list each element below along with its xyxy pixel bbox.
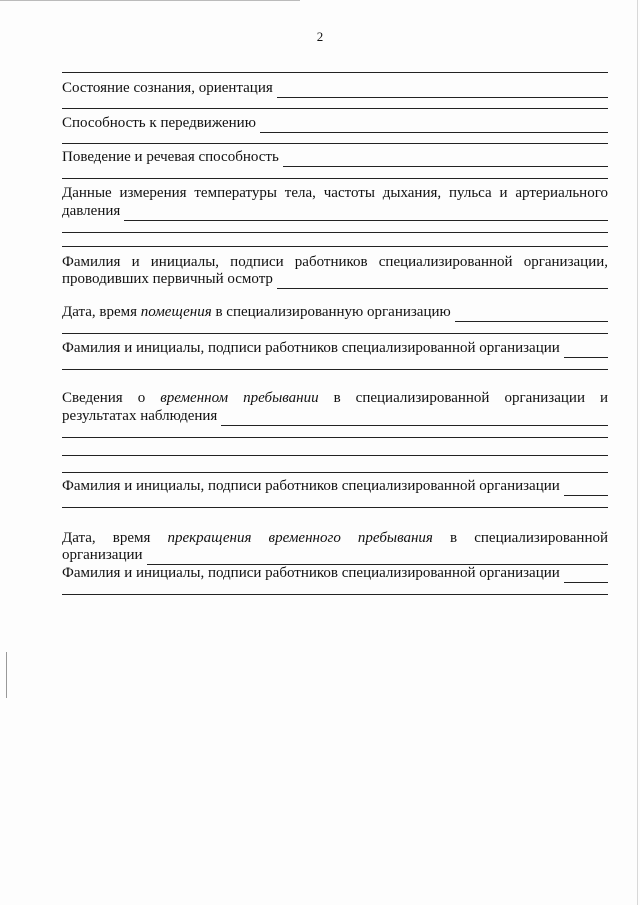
- fill-line[interactable]: [147, 550, 608, 565]
- blank-line[interactable]: [62, 246, 608, 247]
- field-signatures-primary-line1: Фамилия и инициалы, подписи работников специализированной организации,: [62, 254, 608, 270]
- blank-line[interactable]: [62, 143, 608, 144]
- fill-line[interactable]: [277, 274, 608, 289]
- label-part: Дата, время: [62, 304, 141, 320]
- label-part: в специализированную организацию: [211, 304, 451, 320]
- field-stay-results: [62, 407, 608, 426]
- fill-line[interactable]: [564, 481, 608, 496]
- field-label: Фамилия и инициалы, подписи работников специализированной организации: [62, 478, 560, 494]
- label-emphasis: временном пребывании: [160, 390, 319, 406]
- label-part: в специализированной организации и: [318, 390, 608, 406]
- field-label: Состояние сознания, ориентация: [62, 80, 273, 96]
- blank-line[interactable]: [62, 72, 608, 73]
- fill-line[interactable]: [124, 206, 608, 221]
- field-label: Поведение и речевая способность: [62, 149, 279, 165]
- field-end-of-stay: [62, 546, 608, 565]
- field-vitals-line1: Данные измерения температуры тела, частоты дыхания, пульса и артериального: [62, 185, 608, 201]
- field-label: Способность к передвижению: [62, 115, 256, 131]
- blank-line[interactable]: [62, 108, 608, 109]
- blank-line[interactable]: [62, 178, 608, 179]
- field-signatures-primary: [62, 270, 608, 289]
- scan-edge-top: [0, 0, 300, 1]
- field-signatures-2: [62, 477, 608, 496]
- field-signatures-3: [62, 564, 608, 583]
- field-consciousness: [62, 79, 608, 98]
- blank-line[interactable]: [62, 232, 608, 233]
- field-label: Фамилия и инициалы, подписи работников специализированной организации: [62, 565, 560, 581]
- blank-line[interactable]: [62, 455, 608, 456]
- blank-line[interactable]: [62, 369, 608, 370]
- field-mobility: [62, 114, 608, 133]
- field-placement-date: [62, 303, 608, 322]
- field-label: организации: [62, 547, 143, 563]
- page-number: 2: [316, 29, 324, 44]
- label-emphasis: прекращения временного пребывания: [167, 530, 433, 546]
- field-label: Фамилия и инициалы, подписи работников специализированной организации: [62, 340, 560, 356]
- field-label: проводивших первичный осмотр: [62, 271, 273, 287]
- field-vitals: [62, 202, 608, 221]
- blank-line[interactable]: [62, 594, 608, 595]
- fill-line[interactable]: [221, 411, 608, 426]
- fill-line[interactable]: [283, 152, 608, 167]
- label-part: в специализированной: [432, 530, 608, 546]
- fill-line[interactable]: [564, 568, 608, 583]
- label-part: Сведения о: [62, 390, 161, 406]
- field-stay-line1: [62, 389, 608, 408]
- field-signatures-1: [62, 339, 608, 358]
- field-label: давления: [62, 203, 121, 219]
- blank-line[interactable]: [62, 333, 608, 334]
- fill-line[interactable]: [564, 343, 608, 358]
- fill-line[interactable]: [455, 307, 608, 322]
- label-emphasis: помещения: [140, 304, 212, 320]
- blank-line[interactable]: [62, 437, 608, 438]
- field-label: [62, 303, 451, 322]
- fill-line[interactable]: [277, 83, 608, 98]
- label-part: Дата, время: [62, 530, 168, 546]
- blank-line[interactable]: [62, 472, 608, 473]
- field-behavior: [62, 148, 608, 167]
- scan-mark-left: [6, 652, 7, 698]
- field-label: результатах наблюдения: [62, 408, 218, 424]
- blank-line[interactable]: [62, 507, 608, 508]
- fill-line[interactable]: [260, 118, 608, 133]
- scan-edge-right: [637, 0, 638, 905]
